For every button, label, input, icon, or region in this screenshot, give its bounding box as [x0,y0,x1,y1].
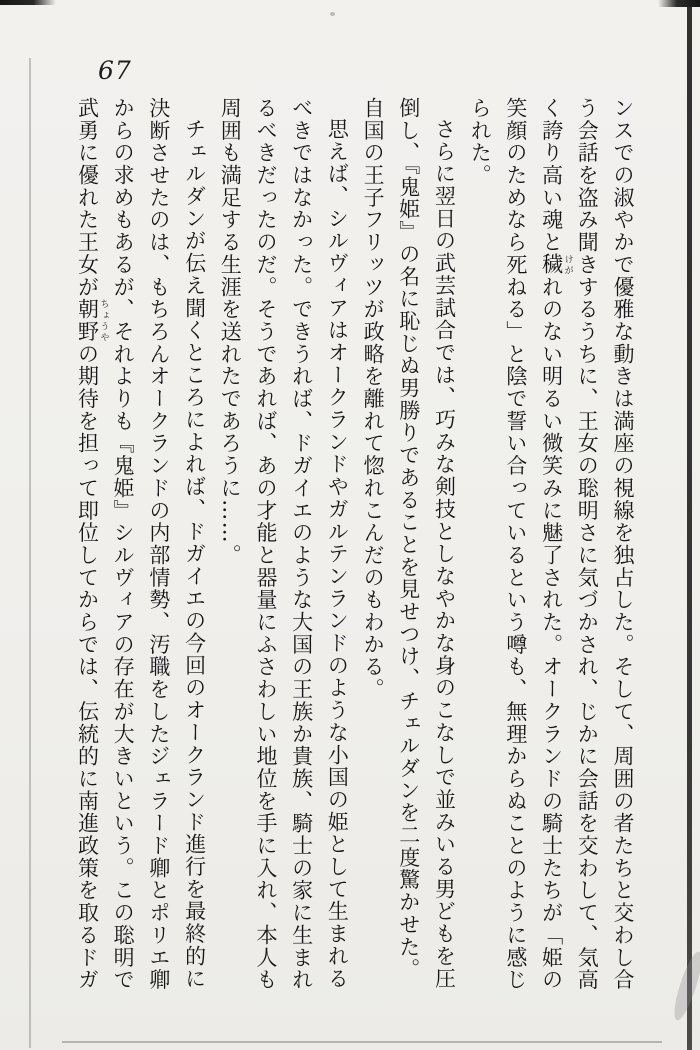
scan-mark-top-right [658,0,700,7]
paragraph: さらに翌日の武芸試合では、巧みな剣技としなやかな身のこなしで並みいる男どもを圧倒し、『鬼姫』の名に恥じぬ男勝りであることを見せつけ、チェルダンを二度驚かせた。自国の王子フリッツが政略を離れて惚れこんだのもわかる。 [361,97,457,990]
paragraph: 思えば、シルヴィアはオークランドやガルテンランドのような小国の姫として生まれるべきではなかった。できうれば、ドガイエのような大国の王族か貴族、騎士の家に生まれるべきだったのだ。そうであれば、あの才能と器量にふさわしい地位を手に入れ、本人も周囲も満足する生涯を送れたであろうに……。 [218,97,350,991]
scan-speckle [330,12,335,16]
page-number: 67 [98,56,132,85]
scan-line-bottom [62,1041,662,1043]
paragraph: チェルダンが伝え聞くところによれば、ドガイエの今回のオークランド進行を最終的に決断させたのは、もちろんオークランドの内部情勢、汚職をしたジェラード卿とポリエ卿からの求めもあるが、それよりも『鬼姫』シルヴィアの存在が大きいという。この聡明で武勇に優れた王女が朝野 ちょうやの期待を担って即位してからでは、伝統的に南進政策を取るドガ [75,97,207,992]
scan-mark-top-left [0,0,56,5]
novel-text-block [68,97,640,995]
furigana-annotated-word: 朝野 ちょうや [75,298,109,343]
scan-smudge-bottom-right [669,949,700,1022]
furigana-annotated-word: 穢 けが [539,253,573,276]
scan-border-right [687,0,692,1050]
scan-line-left [29,58,31,1048]
paragraph: ンスでの淑やかで優雅な動きは満座の視線を独占した。そして、周囲の者たちと交わし合う会話を盗み聞きするうちに、王女の聡明さに気づかされ、じかに会話を交わして、気高く誇り高い魂と穢 けがれのない明るい微笑みに魅了された。オークランドの騎士たちが「姫の笑顔のためなら死ねる」と陰で誓い合っているという噂も、無理からぬことのように感じられた。 [468,97,635,992]
